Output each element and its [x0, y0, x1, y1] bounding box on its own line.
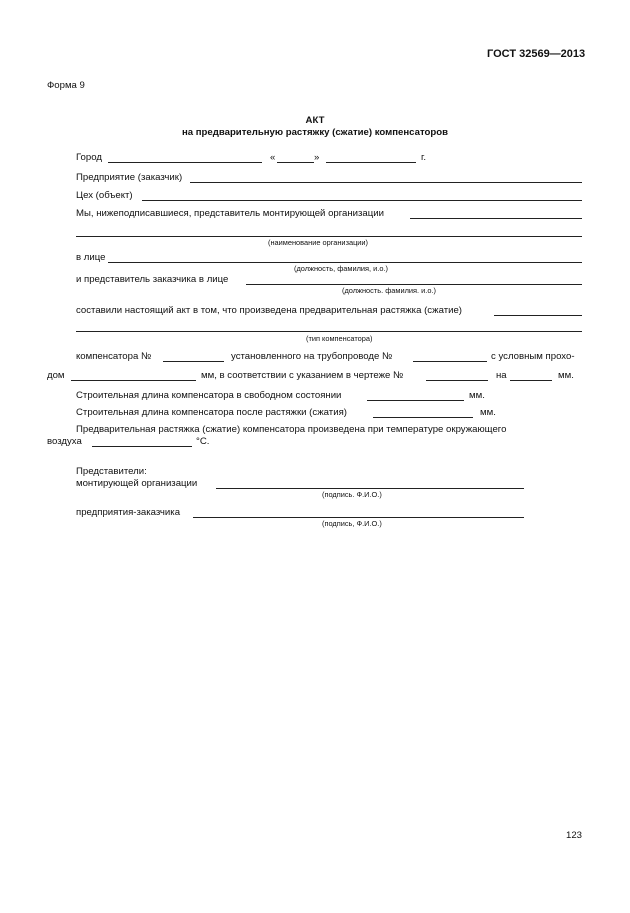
pre-stretch-label: Предварительная растяжка (сжатие) компенсатора произведена при температуре окружающего — [76, 424, 507, 435]
city-field[interactable] — [108, 162, 262, 163]
installer-signature-field[interactable] — [216, 488, 524, 489]
drawing-no-field[interactable] — [426, 380, 488, 381]
act-subtitle: на предварительную растяжку (сжатие) компенсаторов — [181, 127, 449, 138]
type-caption: (тип компенсатора) — [306, 334, 373, 343]
length-free-field[interactable] — [367, 400, 464, 401]
installing-org-sign-label: монтирующей организации — [76, 478, 198, 489]
compensator-no-label: компенсатора № — [76, 351, 152, 362]
installer-person-field[interactable] — [108, 262, 582, 263]
stretch-type-field[interactable] — [494, 315, 582, 316]
in-person-label: в лице — [76, 252, 106, 263]
mm-label: мм. — [558, 370, 574, 381]
undersigned-label: Мы, нижеподписавшиеся, представитель монтирующей организации — [76, 208, 384, 219]
installing-org-field[interactable] — [410, 218, 582, 219]
on-label: на — [496, 370, 507, 381]
mm-label-3: мм. — [480, 407, 496, 418]
compensator-type-field[interactable] — [76, 331, 582, 332]
customer-rep-label: и представитель заказчика в лице — [76, 274, 229, 285]
customer-signature-field[interactable] — [193, 517, 524, 518]
air-label: воздуха — [47, 436, 82, 447]
length-after-label: Строительная длина компенсатора после растяжки (сжатия) — [76, 407, 347, 418]
temperature-field[interactable] — [92, 446, 192, 447]
signature-caption-1: (подпись. Ф.И.О.) — [322, 490, 382, 499]
month-field[interactable] — [326, 162, 416, 163]
form-label: Форма 9 — [47, 80, 85, 91]
position-caption: (должность, фамилия, и.о.) — [294, 264, 388, 273]
org-name-field[interactable] — [76, 236, 582, 237]
standard-number: ГОСТ 32569—2013 — [487, 48, 586, 60]
enterprise-label: Предприятие (заказчик) — [76, 172, 183, 183]
diameter-field[interactable] — [71, 380, 196, 381]
dom-label: дом — [47, 370, 65, 381]
representatives-label: Представители: — [76, 466, 147, 477]
deg-c-label: °С. — [196, 436, 210, 447]
installed-on-label: установленного на трубопроводе № — [231, 351, 393, 362]
act-title: АКТ — [305, 115, 325, 126]
mm-label-2: мм. — [469, 390, 485, 401]
position-caption-2: (должность. фамилия. и.о.) — [342, 286, 436, 295]
signature-caption-2: (подпись, Ф.И.О.) — [322, 519, 382, 528]
city-label: Город — [76, 152, 102, 163]
length-free-label: Строительная длина компенсатора в свободном состоянии — [76, 390, 342, 401]
shop-field[interactable] — [142, 200, 582, 201]
enterprise-field[interactable] — [190, 182, 582, 183]
on-value-field[interactable] — [510, 380, 552, 381]
customer-sign-label: предприятия-заказчика — [76, 507, 181, 518]
page-number: 123 — [566, 830, 583, 841]
mm-according-label: мм, в соответствии с указанием в чертеже № — [201, 370, 404, 381]
org-caption: (наименование организации) — [268, 238, 369, 247]
quote-open: « — [270, 152, 276, 163]
shop-label: Цех (объект) — [76, 190, 133, 201]
length-after-field[interactable] — [373, 417, 473, 418]
compensator-no-field[interactable] — [163, 361, 224, 362]
day-field[interactable] — [277, 162, 314, 163]
quote-close: » — [314, 152, 320, 163]
pipeline-no-field[interactable] — [413, 361, 487, 362]
act-text: составили настоящий акт в том, что произведена предварительная растяжка (сжатие) — [76, 305, 463, 316]
customer-person-field[interactable] — [246, 284, 582, 285]
nominal-pass-label: с условным прохо- — [491, 351, 575, 362]
year-suffix: г. — [421, 152, 426, 163]
